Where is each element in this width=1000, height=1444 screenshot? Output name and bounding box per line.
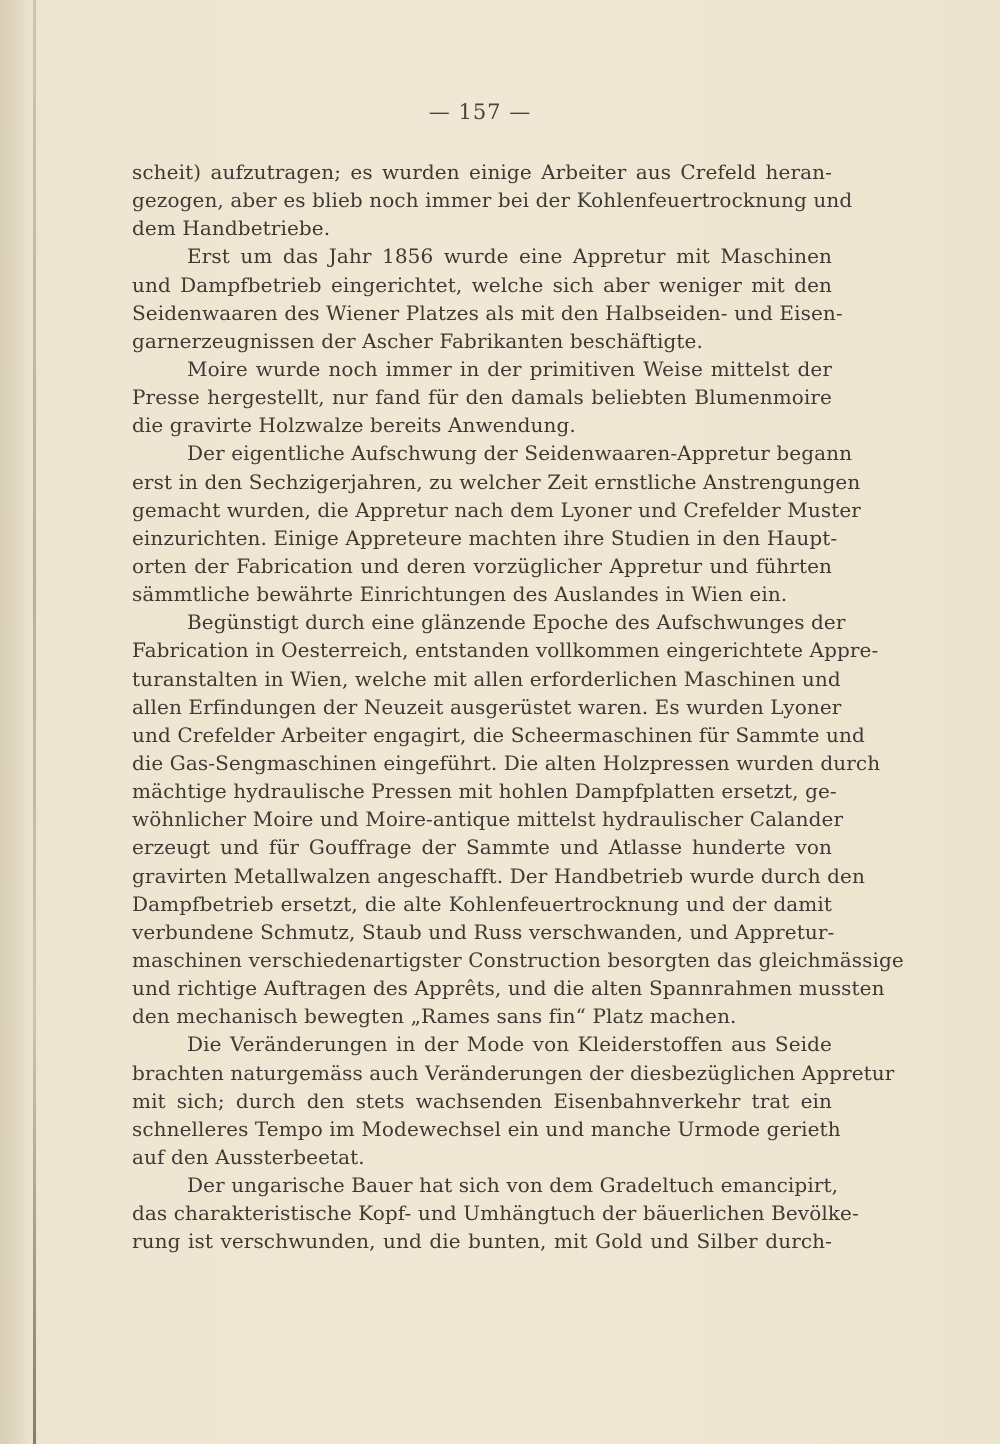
text-line: garnerzeugnissen der Ascher Fabrikanten beschäftigte.	[132, 328, 703, 353]
text-line: erzeugt und für Gouffrage der Sammte und Atlasse hunderte von	[132, 835, 832, 860]
page-number: — 157 —	[428, 100, 532, 124]
text-line: einzurichten. Einige Appreteure machten ihre Studien in den Haupt-	[132, 525, 838, 550]
text-line: Fabrication in Oesterreich, entstanden vollkommen eingerichtete Appre-	[132, 638, 879, 663]
text-line: Moire wurde noch immer in der primitiven Weise mittelst der	[187, 356, 832, 381]
binding-shadow	[0, 0, 30, 1444]
text-line: und richtige Auftragen des Apprêts, und die alten Spannrahmen mussten	[132, 976, 885, 1001]
text-line: Der ungarische Bauer hat sich von dem Gradeltuch emancipirt,	[187, 1173, 839, 1198]
text-line: die gravirte Holzwalze bereits Anwendung.	[132, 413, 576, 438]
text-line: maschinen verschiedenartigster Construction besorgten das gleichmässige	[132, 947, 904, 972]
text-line: schnelleres Tempo im Modewechsel ein und manche Urmode gerieth	[132, 1116, 841, 1141]
text-line: und Crefelder Arbeiter engagirt, die Scheermaschinen für Sammte und	[132, 722, 865, 747]
text-line: rung ist verschwunden, und die bunten, mit Gold und Silber durch-	[132, 1229, 832, 1254]
text-line: dem Handbetriebe.	[132, 216, 331, 241]
text-line: den mechanisch bewegten „Rames sans fin“ Platz machen.	[132, 1004, 737, 1029]
binding-edge	[33, 0, 36, 1444]
text-line: Presse hergestellt, nur fand für den damals beliebten Blumenmoire	[132, 385, 832, 410]
text-line: Die Veränderungen in der Mode von Kleiderstoffen aus Seide	[187, 1032, 832, 1057]
text-line: mächtige hydraulische Pressen mit hohlen Dampfplatten ersetzt, ge-	[132, 779, 837, 804]
text-line: brachten naturgemäss auch Veränderungen der diesbezüglichen Appretur	[132, 1060, 895, 1085]
text-line: sämmtliche bewährte Einrichtungen des Auslandes in Wien ein.	[132, 582, 788, 607]
text-line: erst in den Sechzigerjahren, zu welcher Zeit ernstliche Anstrengungen	[132, 469, 861, 494]
text-line: turanstalten in Wien, welche mit allen erforderlichen Maschinen und	[132, 666, 841, 691]
text-line: Erst um das Jahr 1856 wurde eine Appretur mit Maschinen	[187, 244, 832, 269]
text-line: Begünstigt durch eine glänzende Epoche des Aufschwunges der	[187, 610, 846, 635]
text-line: verbundene Schmutz, Staub und Russ verschwanden, und Appretur-	[132, 919, 835, 944]
text-line: gravirten Metallwalzen angeschafft. Der Handbetrieb wurde durch den	[132, 863, 865, 888]
text-line: allen Erfindungen der Neuzeit ausgerüstet waren. Es wurden Lyoner	[132, 694, 842, 719]
body-text	[132, 158, 904, 1255]
text-line: die Gas-Sengmaschinen eingeführt. Die alten Holzpressen wurden durch	[132, 750, 881, 775]
text-line: scheit) aufzutragen; es wurden einige Arbeiter aus Crefeld heran-	[132, 160, 832, 184]
text-line: Dampfbetrieb ersetzt, die alte Kohlenfeuertrocknung und der damit	[132, 891, 832, 916]
text-line: auf den Aussterbeetat.	[132, 1144, 365, 1169]
text-line: mit sich; durch den stets wachsenden Eisenbahnverkehr trat ein	[132, 1088, 832, 1113]
text-line: orten der Fabrication und deren vorzüglicher Appretur und führten	[132, 553, 832, 578]
text-line: das charakteristische Kopf- und Umhängtuch der bäuerlichen Bevölke-	[132, 1201, 859, 1226]
text-line: Seidenwaaren des Wiener Platzes als mit den Halbseiden- und Eisen-	[132, 300, 843, 325]
text-line: gemacht wurden, die Appretur nach dem Lyoner und Crefelder Muster	[132, 497, 861, 522]
text-line: wöhnlicher Moire und Moire-antique mittelst hydraulischer Calander	[132, 807, 844, 832]
text-line: und Dampfbetrieb eingerichtet, welche sich aber weniger mit den	[132, 272, 832, 297]
text-line: Der eigentliche Aufschwung der Seidenwaaren-Appretur begann	[187, 441, 853, 466]
text-line: gezogen, aber es blieb noch immer bei der Kohlenfeuertrocknung und	[132, 188, 853, 213]
